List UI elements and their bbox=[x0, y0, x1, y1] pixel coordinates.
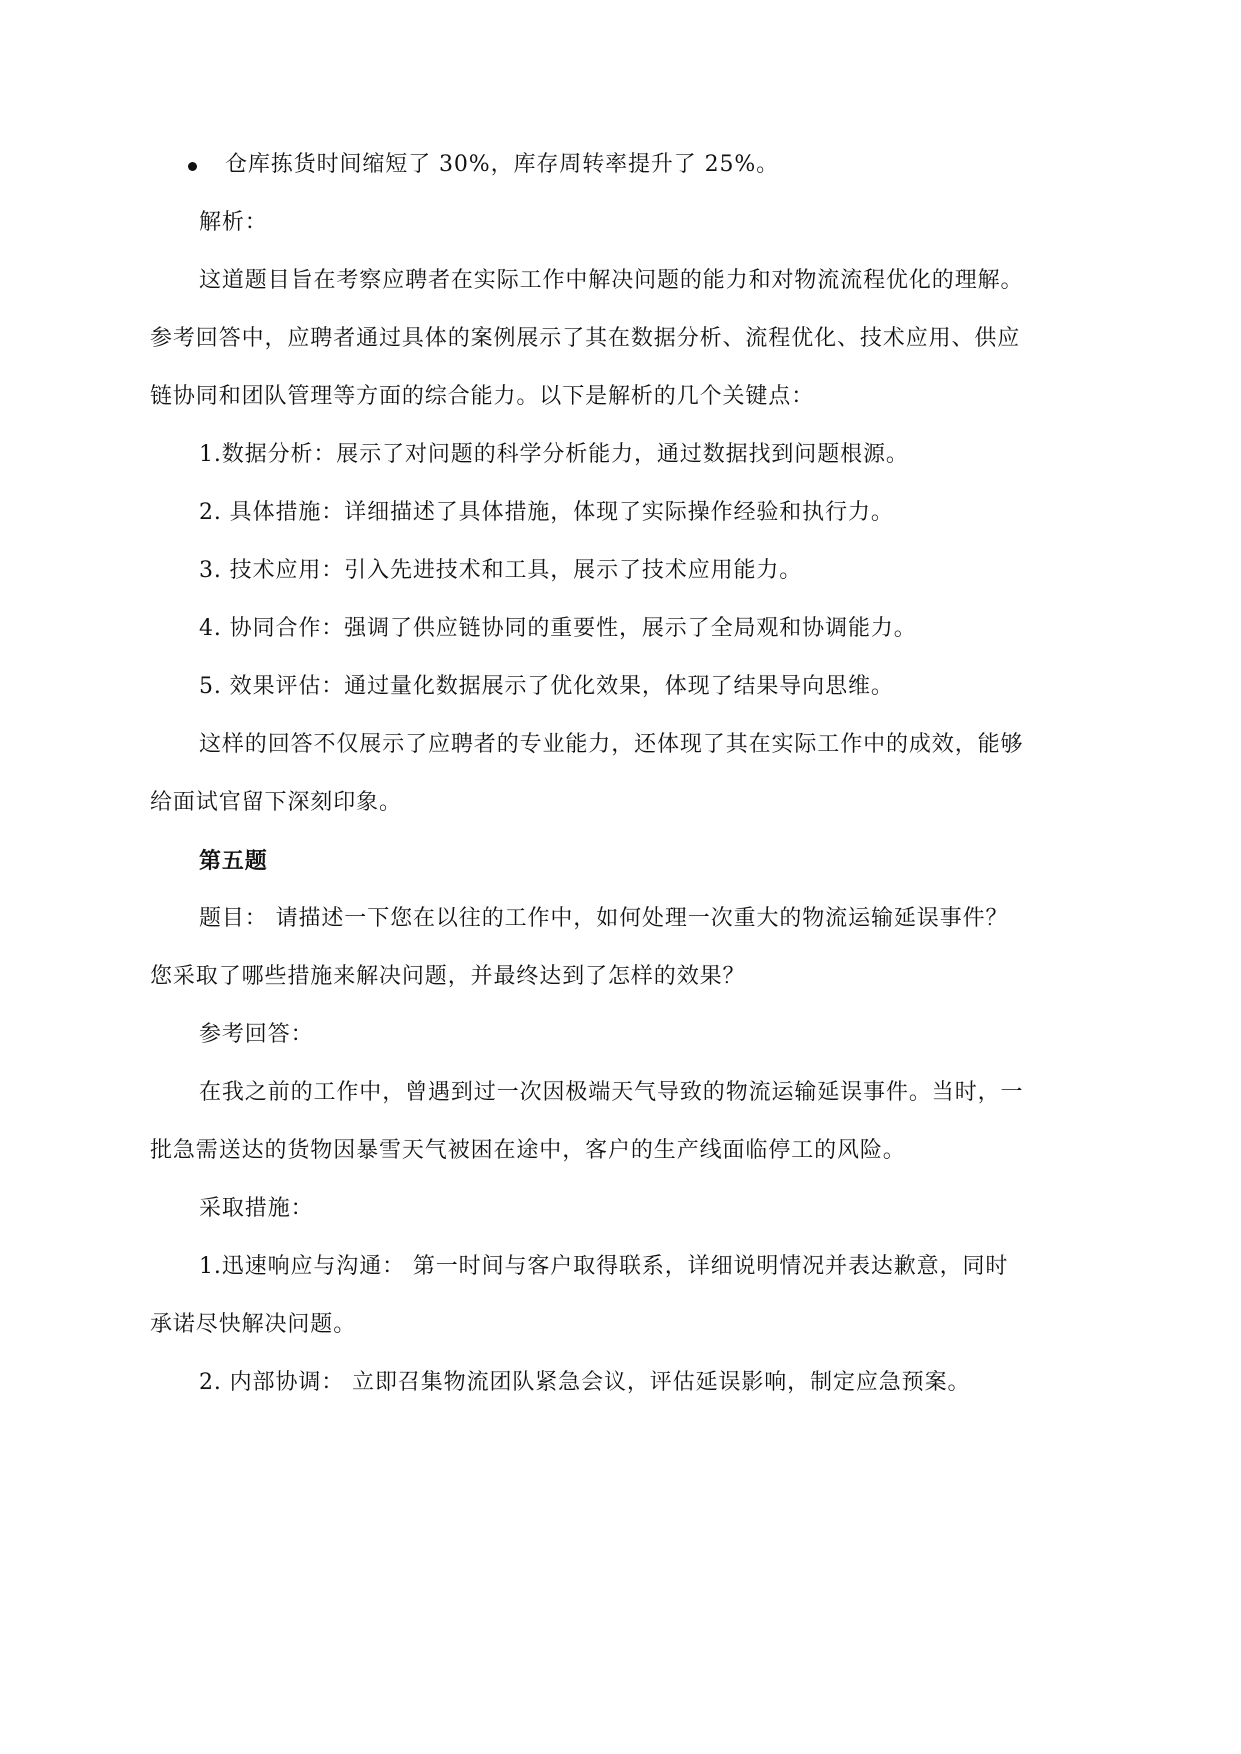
numbered-point: 3. 技术应用：引入先进技术和工具，展示了技术应用能力。 bbox=[199, 558, 803, 583]
paragraph-line: 在我之前的工作中，曾遇到过一次因极端天气导致的物流运输延误事件。当时，一 bbox=[199, 1080, 1024, 1105]
bullet-item: 仓库拣货时间缩短了 30%，库存周转率提升了 25%。 bbox=[225, 152, 780, 177]
section-label-answer: 参考回答： bbox=[199, 1022, 314, 1047]
numbered-point: 1.数据分析：展示了对问题的科学分析能力，通过数据找到问题根源。 bbox=[199, 442, 909, 467]
paragraph-line: 参考回答中，应聘者通过具体的案例展示了其在数据分析、流程优化、技术应用、供应 bbox=[150, 326, 1021, 351]
paragraph-line: 链协同和团队管理等方面的综合能力。以下是解析的几个关键点： bbox=[150, 384, 815, 409]
paragraph-line: 这样的回答不仅展示了应聘者的专业能力，还体现了其在实际工作中的成效，能够 bbox=[199, 732, 1024, 757]
question-line: 题目： 请描述一下您在以往的工作中，如何处理一次重大的物流运输延误事件？ bbox=[199, 906, 1009, 931]
section-label-analysis: 解析： bbox=[199, 210, 268, 235]
numbered-point: 2. 内部协调： 立即召集物流团队紧急会议，评估延误影响，制定应急预案。 bbox=[199, 1370, 971, 1395]
question-heading: 第五题 bbox=[199, 848, 268, 874]
question-line: 您采取了哪些措施来解决问题，并最终达到了怎样的效果？ bbox=[150, 964, 746, 989]
paragraph-line: 承诺尽快解决问题。 bbox=[150, 1312, 357, 1337]
paragraph-line: 批急需送达的货物因暴雪天气被困在途中，客户的生产线面临停工的风险。 bbox=[150, 1138, 906, 1163]
numbered-point: 2. 具体措施：详细描述了具体措施，体现了实际操作经验和执行力。 bbox=[199, 500, 894, 525]
paragraph-line: 这道题目旨在考察应聘者在实际工作中解决问题的能力和对物流流程优化的理解。 bbox=[199, 268, 1024, 293]
numbered-point: 4. 协同合作：强调了供应链协同的重要性，展示了全局观和协调能力。 bbox=[199, 616, 917, 641]
numbered-point: 5. 效果评估：通过量化数据展示了优化效果，体现了结果导向思维。 bbox=[199, 674, 894, 699]
numbered-point: 1.迅速响应与沟通： 第一时间与客户取得联系，详细说明情况并表达歉意，同时 bbox=[199, 1254, 1009, 1279]
section-label-measures: 采取措施： bbox=[199, 1196, 314, 1221]
bullet-icon bbox=[188, 162, 197, 171]
paragraph-line: 给面试官留下深刻印象。 bbox=[150, 790, 402, 815]
